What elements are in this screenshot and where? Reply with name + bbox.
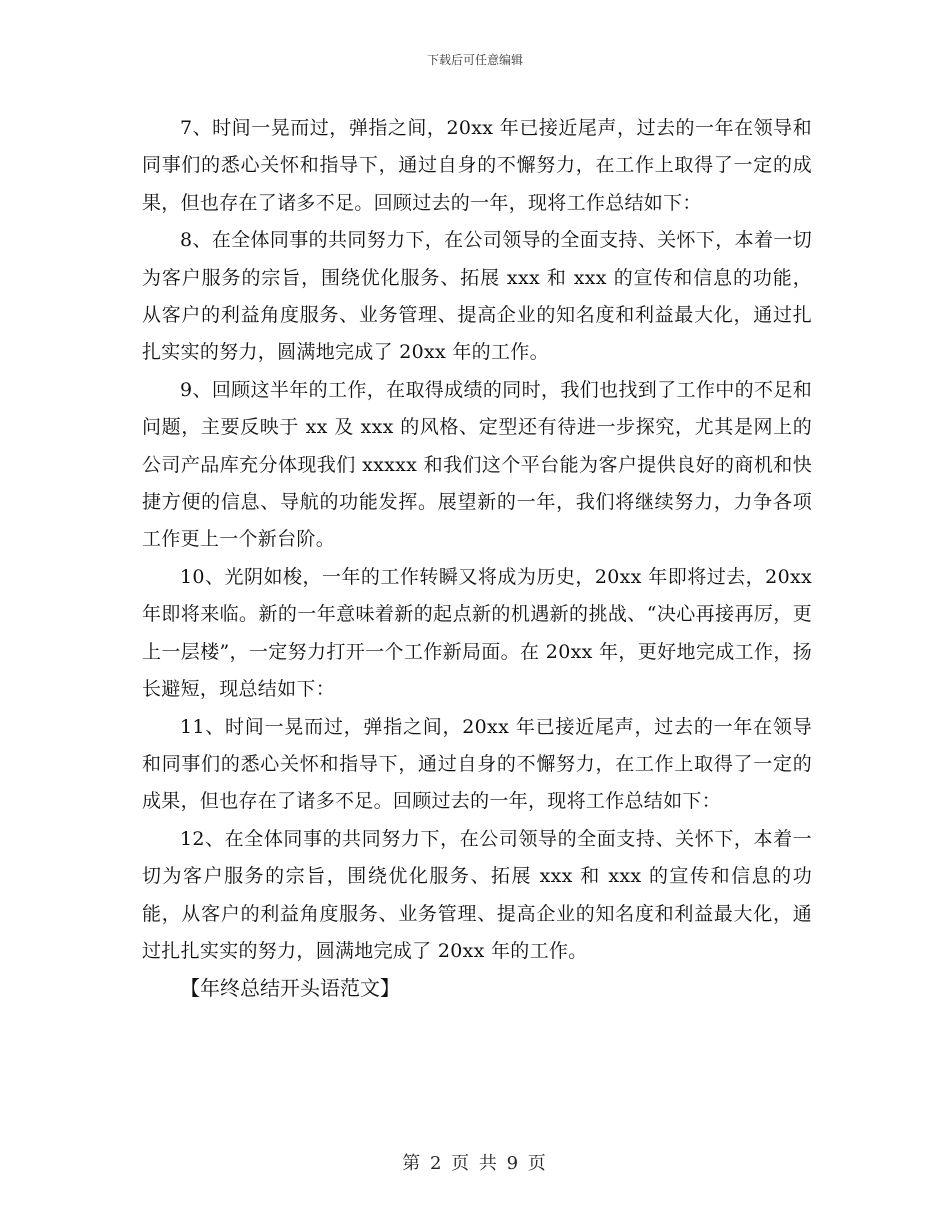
paragraph-11: 11、时间一晃而过，弹指之间，20xx 年已接近尾声，过去的一年在领导和同事们的悉心关怀和指导下，通过自身的不懈努力，在工作上取得了一定的成果，但也存在了诸多不足。回顾过去的一年，现将工作总结如下： <box>142 715 812 813</box>
paragraph-12: 12、在全体同事的共同努力下，在公司领导的全面支持、关怀下，本着一切为客户服务的宗旨，围绕优化服务、拓展 xxx 和 xxx 的宣传和信息的功能，从客户的利益角度服务、业务管理、提高企业的知名度和利益最大化，通过扎扎实实的努力，圆满地完成了 20xx 年的工作。 <box>142 827 812 962</box>
page-header: 下载后可任意编辑 <box>426 53 523 67</box>
paragraph-7: 7、时间一晃而过，弹指之间，20xx 年已接近尾声，过去的一年在领导和同事们的悉心关怀和指导下，通过自身的不懈努力，在工作上取得了一定的成果，但也存在了诸多不足。回顾过去的一年，现将工作总结如下： <box>142 117 812 214</box>
section-heading: 【年终总结开头语范文】 <box>180 976 400 1001</box>
paragraph-10: 10、光阴如梭，一年的工作转瞬又将成为历史，20xx 年即将过去，20xx 年即将来临。新的一年意味着新的起点新的机遇新的挑战、“决心再接再厉，更上一层楼”，一定努力打开一个工作新局面。在 20xx 年，更好地完成工作，扬长避短，现总结如下： <box>142 565 812 701</box>
document-body <box>142 110 812 1008</box>
paragraph-8: 8、在全体同事的共同努力下，在公司领导的全面支持、关怀下，本着一切为客户服务的宗旨，围绕优化服务、拓展 xxx 和 xxx 的宣传和信息的功能，从客户的利益角度服务、业务管理、提高企业的知名度和利益最大化，通过扎扎实实的努力，圆满地完成了 20xx 年的工作。 <box>142 229 812 364</box>
page-number: 第 2 页 共 9 页 <box>402 1153 548 1174</box>
paragraph-9: 9、回顾这半年的工作，在取得成绩的同时，我们也找到了工作中的不足和问题，主要反映于 xx 及 xxx 的风格、定型还有待进一步探究，尤其是网上的公司产品库充分体现我们 xxxxx 和我们这个平台能为客户提供良好的商机和快捷方便的信息、导航的功能发挥。展望新的一年，我们将继续努力，力争各项工作更上一个新台阶。 <box>142 378 812 551</box>
